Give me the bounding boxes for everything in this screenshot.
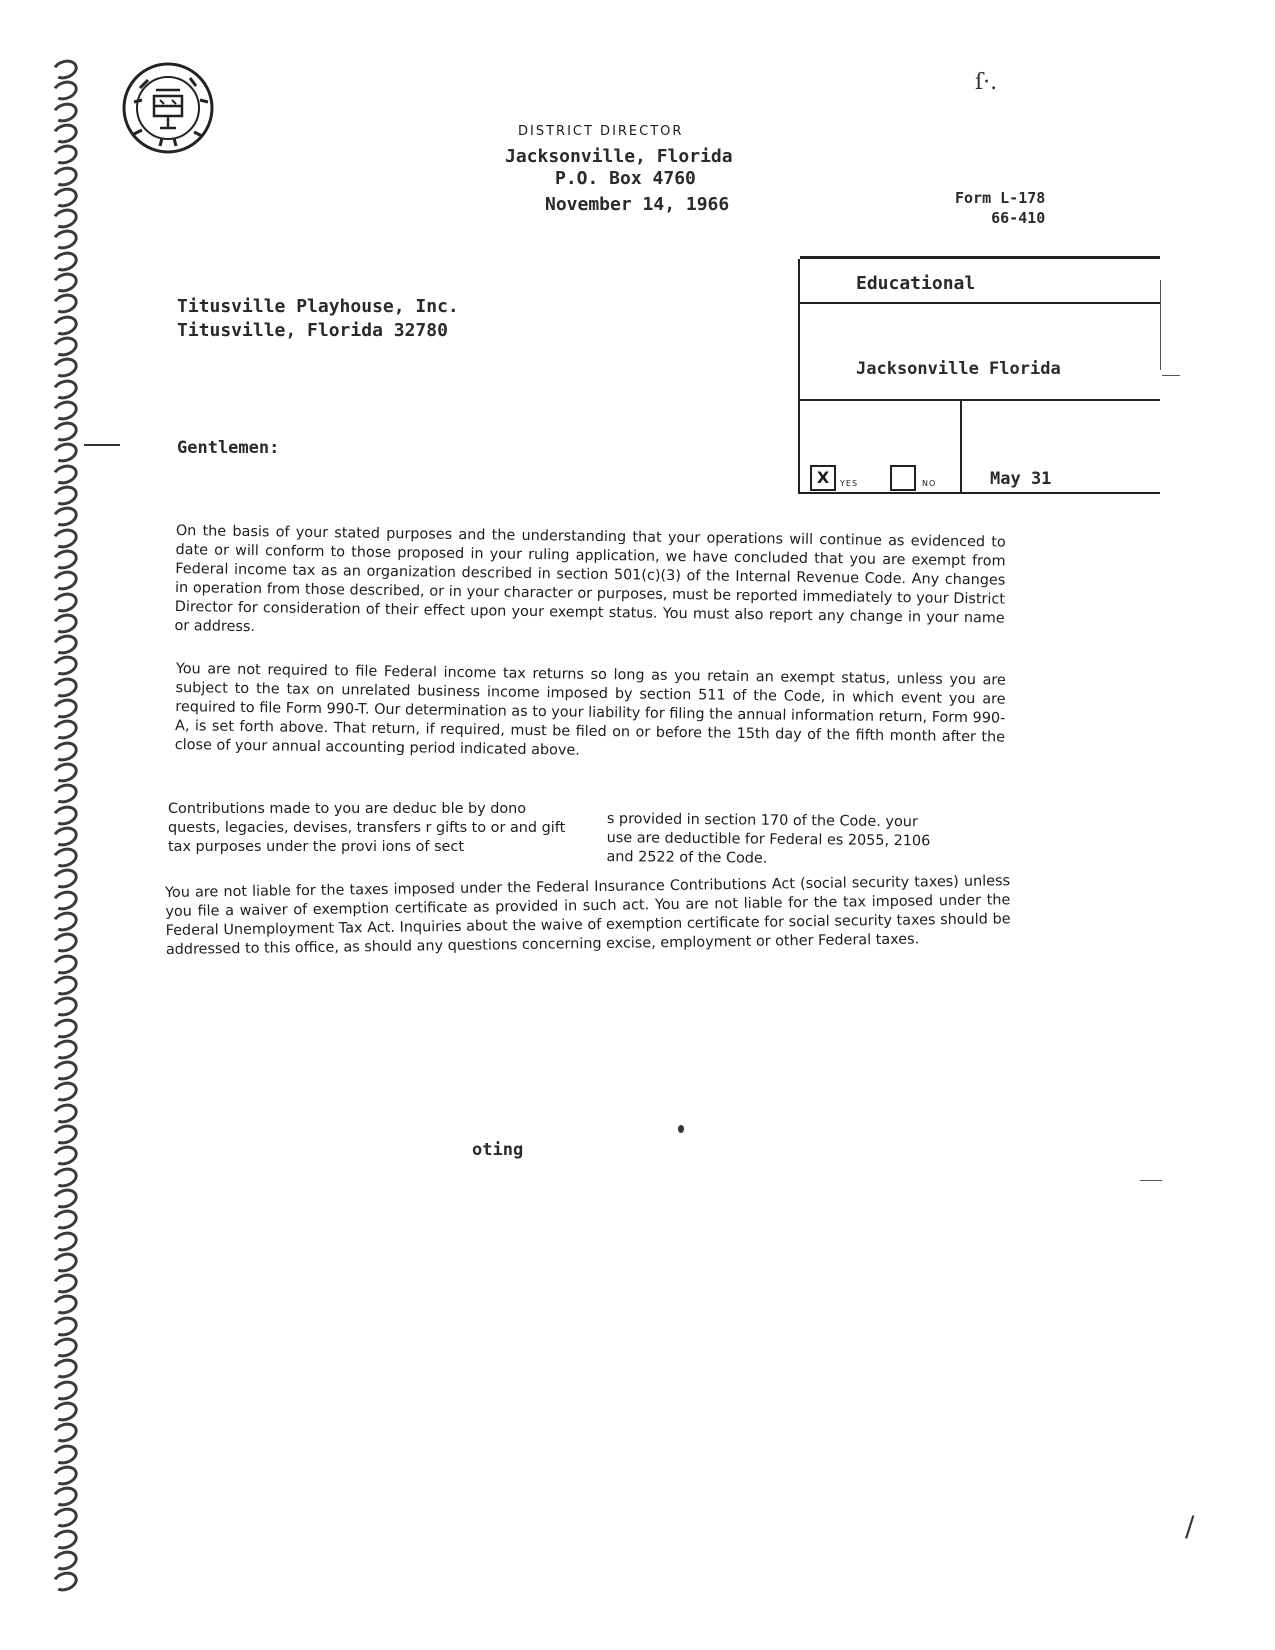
- binding-ring: [50, 355, 81, 381]
- binding-ring: [50, 845, 81, 871]
- recipient-name: Titusville Playhouse, Inc.: [177, 296, 459, 317]
- no-label: NO: [922, 479, 937, 488]
- binding-ring: [50, 78, 81, 104]
- binding-ring: [50, 1547, 81, 1573]
- no-checkbox: [890, 465, 916, 491]
- binding-ring: [50, 887, 81, 913]
- binding-ring: [50, 717, 81, 743]
- binding-ring: [50, 163, 81, 189]
- binding-ring: [50, 632, 81, 658]
- binding-ring: [50, 930, 81, 956]
- paragraph-social-security: You are not liable for the taxes imposed under the Federal Insurance Contributions Act (social security taxes) unless you file a waiver of exemption certificate as provided in such act. You are not liable for the tax imposed under the Federal Unemployment Tax Act. Inquiries about the waive of exemption certificate for social security taxes should be addressed to this office, as should any questions concerning excise, employment or other Federal taxes.: [165, 873, 1011, 958]
- binding-ring: [50, 802, 81, 828]
- binding-ring: [50, 1100, 81, 1126]
- binding-ring: [50, 440, 81, 466]
- binding-ring: [50, 1334, 81, 1360]
- corner-mark: ſ·.: [975, 70, 998, 95]
- binding-ring: [50, 908, 81, 934]
- recipient-city: Titusville, Florida 32780: [177, 320, 448, 341]
- binding-ring: [50, 333, 81, 359]
- binding-ring: [50, 142, 81, 168]
- binding-ring: [50, 120, 81, 146]
- classification-value: Educational: [856, 273, 976, 294]
- binding-ring: [50, 994, 81, 1020]
- pencil-stroke: /: [1185, 1510, 1195, 1543]
- margin-line: [1160, 280, 1161, 370]
- accounting-period: May 31: [990, 469, 1052, 489]
- binding-ring: [50, 291, 81, 317]
- binding-ring: [50, 1121, 81, 1147]
- paragraph-contributions-right: s provided in section 170 of the Code. your use are deductible for Federal es 2055, 2106 and 2522 of the Code.: [606, 810, 931, 867]
- margin-tick-lower: [1140, 1180, 1162, 1181]
- binding-ring: [50, 1526, 81, 1552]
- binding-ring: [50, 1143, 81, 1169]
- binding-ring: [50, 1398, 81, 1424]
- binding-ring: [50, 206, 81, 232]
- binding-ring: [50, 951, 81, 977]
- letter-date: November 14, 1966: [545, 194, 730, 215]
- salutation: Gentlemen:: [177, 438, 280, 458]
- binding-ring: [50, 269, 81, 295]
- binding-ring: [50, 674, 81, 700]
- binding-ring: [50, 653, 81, 679]
- binding-ring: [50, 525, 81, 551]
- binding-ring: [50, 610, 81, 636]
- binding-ring: [50, 184, 81, 210]
- binding-ring: [50, 1185, 81, 1211]
- binding-ring: [50, 1462, 81, 1488]
- binding-ring: [50, 568, 81, 594]
- binding-ring: [50, 461, 81, 487]
- binding-ring: [50, 1569, 81, 1595]
- binding-ring: [50, 695, 81, 721]
- binding-ring: [50, 312, 81, 338]
- treasury-seal-icon: [120, 60, 216, 156]
- binding-ring: [50, 248, 81, 274]
- binding-ring: [50, 781, 81, 807]
- office-box: P.O. Box 4760: [555, 168, 696, 189]
- binding-ring: [50, 1058, 81, 1084]
- binding-ring: [50, 1313, 81, 1339]
- binding-ring: [50, 1505, 81, 1531]
- office-label: DISTRICT DIRECTOR: [518, 124, 684, 139]
- form-number: Form L-178: [955, 189, 1046, 207]
- binding-ring: [50, 227, 81, 253]
- binding-ring: [50, 1356, 81, 1382]
- binding-ring: [50, 738, 81, 764]
- binding-ring: [50, 1377, 81, 1403]
- binding-ring: [50, 1036, 81, 1062]
- binding-ring: [50, 1228, 81, 1254]
- binding-ring: [50, 56, 81, 82]
- classification-panel: [800, 256, 1160, 494]
- binding-ring: [50, 972, 81, 998]
- binding-ring: [50, 866, 81, 892]
- binding-ring: [50, 546, 81, 572]
- binding-ring: [50, 376, 81, 402]
- binding-ring: [50, 1207, 81, 1233]
- binding-ring: [50, 759, 81, 785]
- binding-ring: [50, 1015, 81, 1041]
- binding-ring: [50, 99, 81, 125]
- margin-tick: [1162, 375, 1180, 376]
- binding-ring: [50, 1164, 81, 1190]
- office-city: Jacksonville, Florida: [505, 146, 733, 167]
- binding-edge: [52, 60, 82, 1600]
- binding-ring: [50, 504, 81, 530]
- paragraph-returns: You are not required to file Federal income tax returns so long as you retain an exempt status, unless you are subject to the tax on unrelated business income imposed by section 511 of the Code, in which event you are required to file Form 990-T. Our determination as to your liability for filing the annual information return, Form 990-A, is set forth above. That return, if required, must be filed on or before the 15th day of the fifth month after the close of your annual accounting period indicated above.: [174, 660, 1006, 759]
- binding-ring: [50, 1249, 81, 1275]
- binding-ring: [50, 1484, 81, 1510]
- ink-dot: [678, 1125, 684, 1133]
- binding-ring: [50, 1079, 81, 1105]
- binding-ring: [50, 419, 81, 445]
- form-code: 66-410: [991, 209, 1046, 227]
- yes-checkbox: X: [810, 465, 836, 491]
- binding-ring: [50, 482, 81, 508]
- binding-ring: [50, 823, 81, 849]
- closing-fragment: oting: [472, 1140, 524, 1160]
- binding-ring: [50, 1271, 81, 1297]
- margin-mark: [84, 444, 120, 446]
- binding-ring: [50, 589, 81, 615]
- binding-ring: [50, 1441, 81, 1467]
- paragraph-contributions-left: Contributions made to you are deduc ble by dono quests, legacies, devises, transfers r gifts to or and gift tax purposes under the provi ions of sect: [168, 801, 566, 855]
- yes-label: YES: [840, 479, 859, 488]
- form-reference: [955, 188, 1045, 228]
- binding-ring: [50, 397, 81, 423]
- binding-ring: [50, 1420, 81, 1446]
- binding-ring: [50, 1292, 81, 1318]
- paragraph-exemption: On the basis of your stated purposes and the understanding that your operations will continue as evidenced to date or will conform to those proposed in your ruling application, we have concluded that you are exempt from Federal income tax as an organization described in section 501(c)(3) of the Internal Revenue Code. Any changes in operation from those described, or in your character or purposes, must be reported immediately to your District Director for consideration of their effect upon your exempt status. You must also report any change in your name or address.: [174, 522, 1006, 636]
- panel-location: Jacksonville Florida: [856, 359, 1061, 379]
